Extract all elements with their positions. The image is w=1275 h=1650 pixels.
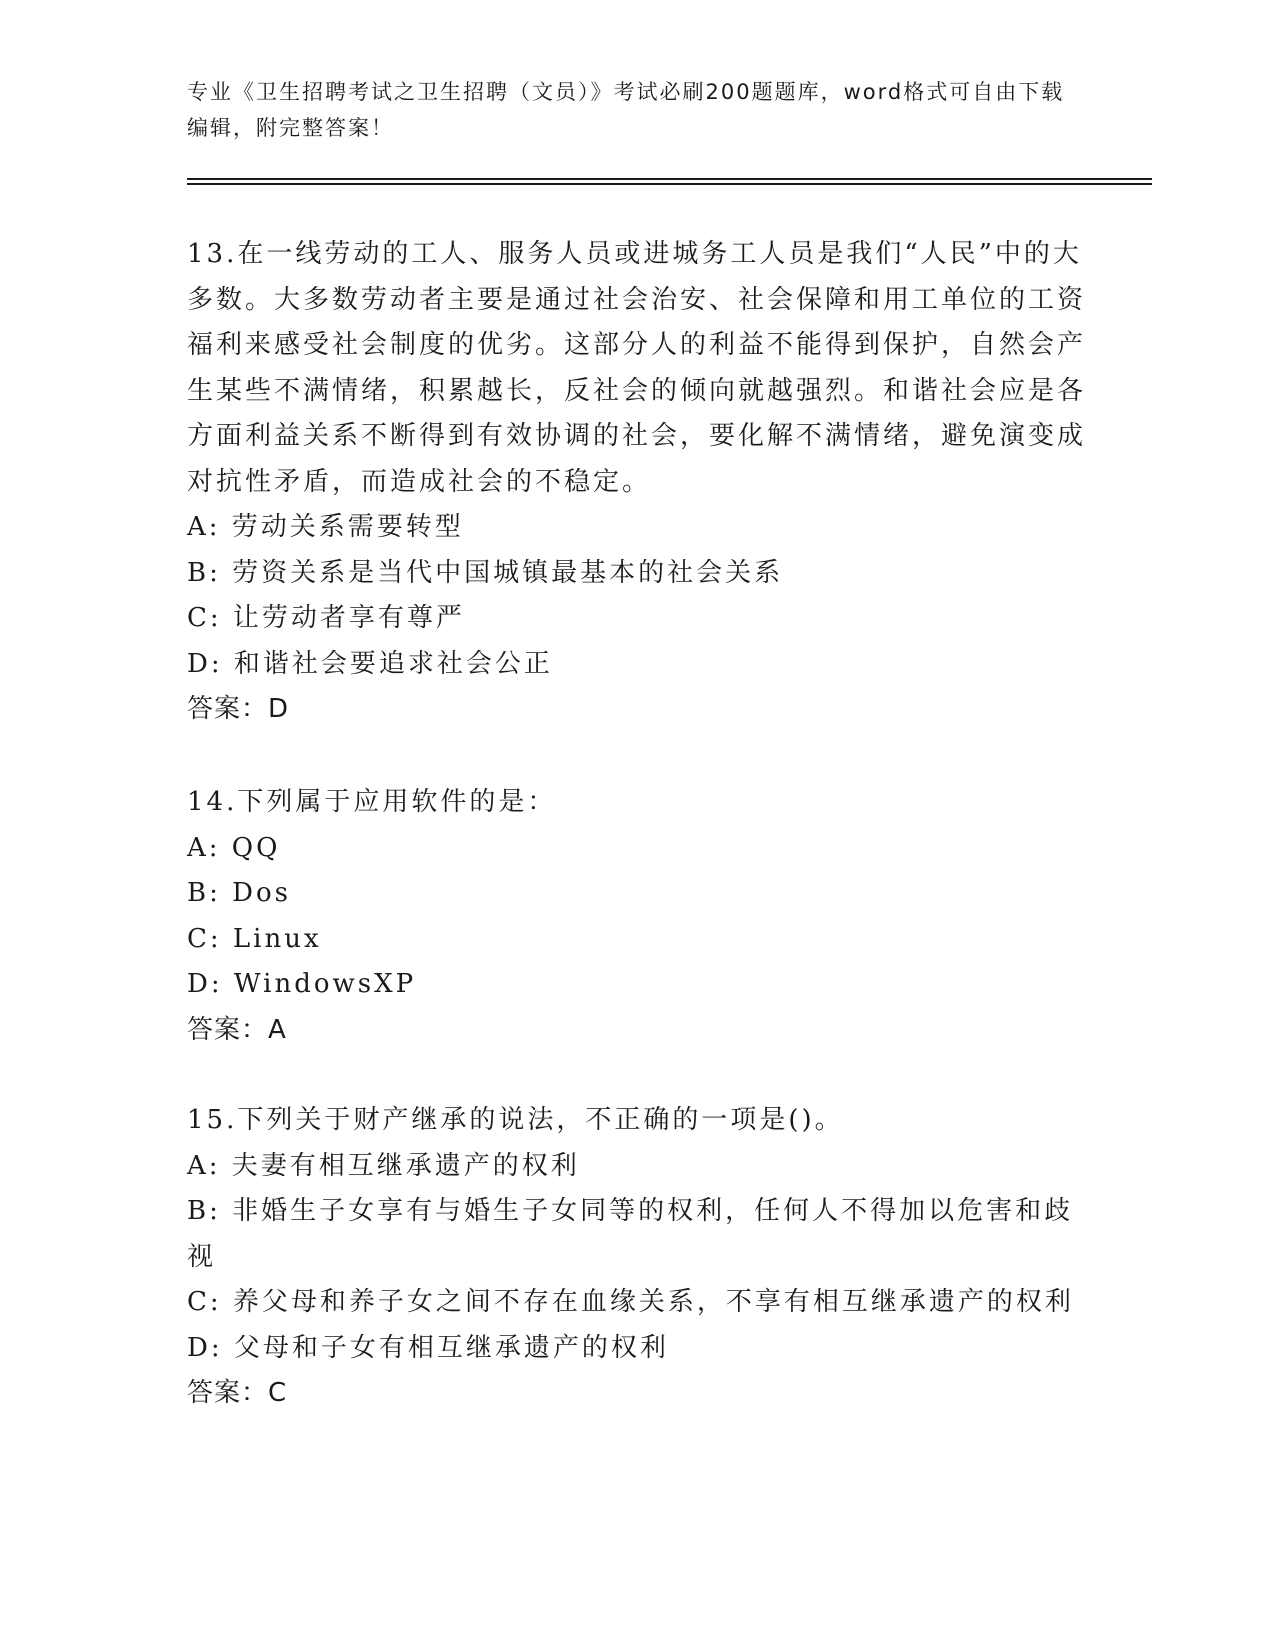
question-14 <box>187 780 1087 1053</box>
option-a: A: 劳动关系需要转型 <box>187 512 464 542</box>
header-intro-text: 专业《卫生招聘考试之卫生招聘（文员）》考试必刷200题题库，word格式可自由下载编辑，附完整答案！ <box>187 80 1065 140</box>
question-stem: 14.下列属于应用软件的是： <box>187 787 557 817</box>
option-d: D: 和谐社会要追求社会公正 <box>187 648 553 679</box>
answer-line: 答案：A <box>187 1014 287 1045</box>
option-d: D: 父母和子女有相互继承遗产的权利 <box>187 1332 669 1363</box>
option-a: A: QQ <box>187 832 281 863</box>
option-c: C: Linux <box>187 923 322 954</box>
answer-line: 答案：D <box>187 694 290 724</box>
option-b: B: 非婚生子女享有与婚生子女同等的权利，任何人不得加以危害和歧视 <box>187 1196 1074 1272</box>
question-stem: 15.下列关于财产继承的说法，不正确的一项是()。 <box>187 1105 844 1135</box>
answer-line: 答案：C <box>187 1378 288 1408</box>
option-a: A: 夫妻有相互继承遗产的权利 <box>187 1150 580 1181</box>
header-divider-bottom <box>187 183 1152 185</box>
header-divider-top <box>187 178 1152 180</box>
option-c: C: 让劳动者享有尊严 <box>187 603 465 633</box>
document-header <box>187 74 1087 146</box>
question-13 <box>187 232 1087 733</box>
question-15 <box>187 1098 1087 1417</box>
option-c: C: 养父母和养子女之间不存在血缘关系，不享有相互继承遗产的权利 <box>187 1287 1074 1317</box>
option-b: B: Dos <box>187 878 291 908</box>
option-d: D: WindowsXP <box>187 969 417 999</box>
option-b: B: 劳资关系是当代中国城镇最基本的社会关系 <box>187 557 784 588</box>
question-stem: 13.在一线劳动的工人、服务人员或进城务工人员是我们“人民”中的大多数。大多数劳动者主要是通过社会治安、社会保障和用工单位的工资福利来感受社会制度的优劣。这部分人的利益不能得到保护，自然会产生某些不满情绪，积累越长，反社会的倾向就越强烈。和谐社会应是各方面利益关系不断得到有效协调的社会，要化解不满情绪，避免演变成对抗性矛盾，而造成社会的不稳定。 <box>187 239 1087 497</box>
